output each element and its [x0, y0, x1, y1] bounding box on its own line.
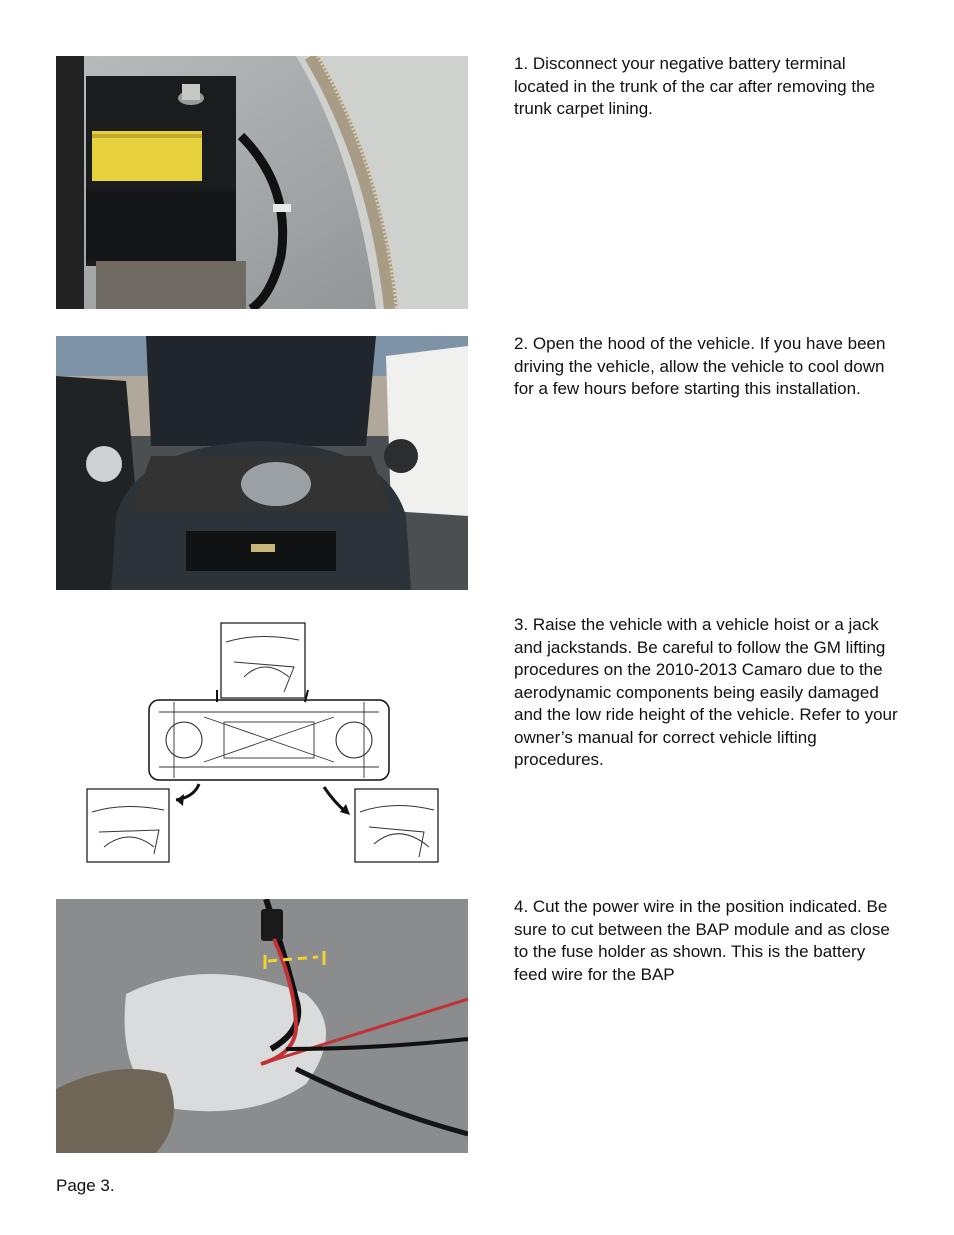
step-4-text: 4. Cut the power wire in the position indicated. Be sure to cut between the BAP module and as close to the fuse holder as shown. This is the battery feed wire for the BAP	[514, 897, 890, 984]
lift-points-diagram	[84, 622, 440, 864]
power-wire-photo	[56, 899, 468, 1153]
step-1-text: 1. Disconnect your negative battery terminal located in the trunk of the car after removing the trunk carpet lining.	[514, 54, 875, 118]
page-number: Page 3.	[56, 1176, 115, 1195]
step-2-text: 2. Open the hood of the vehicle. If you have been driving the vehicle, allow the vehicle to cool down for a few hours before starting this installation.	[514, 334, 886, 398]
battery-trunk-photo	[56, 56, 468, 309]
open-hood-photo	[56, 336, 468, 590]
step-3-text: 3. Raise the vehicle with a vehicle hoist or a jack and jackstands. Be careful to follow the GM lifting procedures on the 2010-2013 Camaro due to the aerodynamic components being easily damaged and the low ride height of the vehicle. Refer to your owner’s manual for correct vehicle lifting procedures.	[514, 615, 898, 769]
